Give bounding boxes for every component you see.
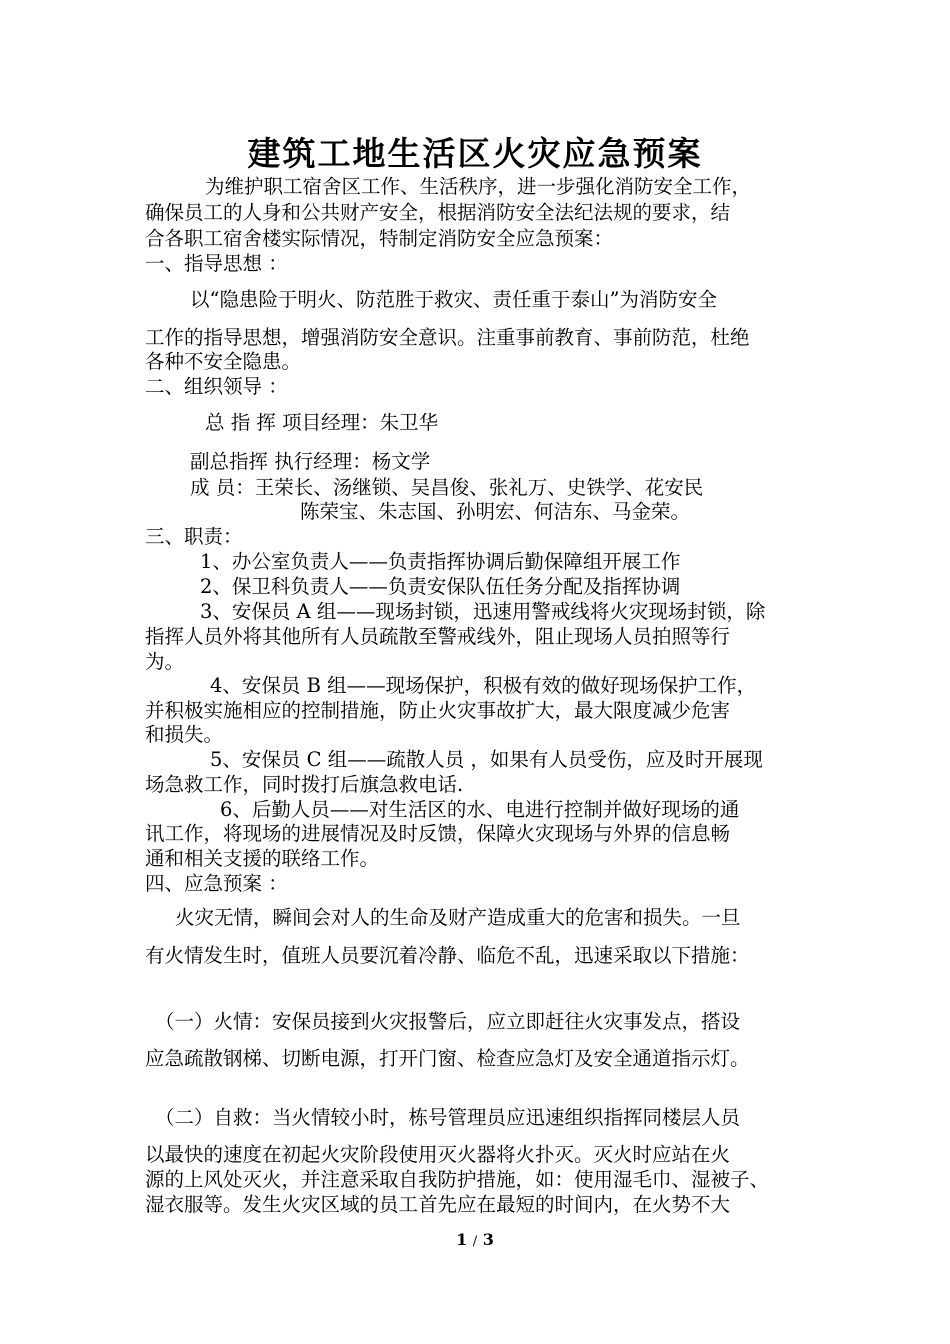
page-separator: /: [472, 1234, 478, 1249]
text-line: 以“隐患险于明火、防范胜于救灾、责任重于泰山”为消防安全: [190, 288, 717, 311]
text-line: 副总指挥 执行经理：杨文学: [190, 450, 431, 473]
text-line: 为。: [145, 650, 185, 673]
text-line: 工作的指导思想，增强消防安全意识。注重事前教育、事前防范，杜绝: [145, 326, 750, 349]
text-line: 源的上风处灭火，并注意采取自我防护措施，如：使用湿毛巾、湿被子、: [145, 1168, 770, 1191]
page-number: [0, 1230, 950, 1249]
current-page: 1: [456, 1230, 468, 1249]
section-heading: 一、指导思想 ：: [145, 252, 288, 275]
text-line: 应急疏散钢梯、切断电源，打开门窗、检查应急灯及安全通道指示灯。: [145, 1047, 750, 1070]
text-line: （一）火情：安保员接到火灾报警后，应立即赶往火灾事发点，搭设: [155, 1010, 741, 1033]
text-line: 各种不安全隐患。: [145, 350, 302, 373]
text-line: 湿衣服等。发生火灾区域的员工首先应在最短的时间内，在火势不大: [145, 1193, 731, 1216]
text-line: 以最快的速度在初起火灾阶段使用灭火器将火扑灭。灭火时应站在火: [145, 1143, 731, 1166]
text-line: 2、保卫科负责人——负责安保队伍任务分配及指挥协调: [200, 575, 681, 598]
text-line: 陈荣宝、朱志国、孙明宏、何洁东、马金荣。: [300, 500, 691, 523]
text-line: 3、安保员 A 组——现场封锁，迅速用警戒线将火灾现场封锁，除: [200, 600, 766, 623]
document-title: 建筑工地生活区火灾应急预案: [247, 134, 703, 173]
section-heading: 四、应急预案 ：: [145, 872, 288, 895]
text-line: 确保员工的人身和公共财产安全，根据消防安全法纪法规的要求，结: [145, 201, 731, 224]
text-line: 总 指 挥 项目经理：朱卫华: [205, 411, 439, 434]
total-pages: 3: [482, 1230, 494, 1249]
text-line: 1、办公室负责人——负责指挥协调后勤保障组开展工作: [200, 550, 681, 573]
text-line: 指挥人员外将其他所有人员疏散至警戒线外，阻止现场人员拍照等行: [145, 625, 731, 648]
text-line: 5、安保员 C 组——疏散人员 ，如果有人员受伤，应及时开展现: [210, 748, 763, 771]
text-line: 成 员：王荣长、汤继锁、吴昌俊、张礼万、史铁学、花安民: [190, 476, 704, 499]
text-line: 通和相关支援的联络工作。: [145, 847, 380, 870]
text-line: 场急救工作，同时拨打后旗急救电话.: [145, 773, 464, 796]
text-line: 并积极实施相应的控制措施，防止火灾事故扩大，最大限度减少危害: [145, 699, 731, 722]
text-line: 合各职工宿舍楼实际情况，特制定消防安全应急预案：: [145, 227, 614, 250]
text-line: 火灾无情，瞬间会对人的生命及财产造成重大的危害和损失。一旦: [175, 906, 741, 929]
section-heading: 二、组织领导 ：: [145, 375, 288, 398]
text-line: （二）自救：当火情较小时，栋号管理员应迅速组织指挥同楼层人员: [155, 1106, 741, 1129]
text-line: 4、安保员 B 组——现场保护，积极有效的做好现场保护工作，: [210, 674, 757, 697]
text-line: 为维护职工宿舍区工作、生活秩序，进一步强化消防安全工作，: [205, 175, 752, 198]
text-line: 有火情发生时，值班人员要沉着冷静、临危不乱，迅速采取以下措施：: [145, 944, 750, 967]
text-line: 讯工作，将现场的进展情况及时反馈，保障火灾现场与外界的信息畅: [145, 822, 731, 845]
section-heading: 三、职责：: [145, 525, 243, 548]
text-line: 6、后勤人员——对生活区的水、电进行控制并做好现场的通: [220, 798, 740, 821]
text-line: 和损失。: [145, 723, 224, 746]
